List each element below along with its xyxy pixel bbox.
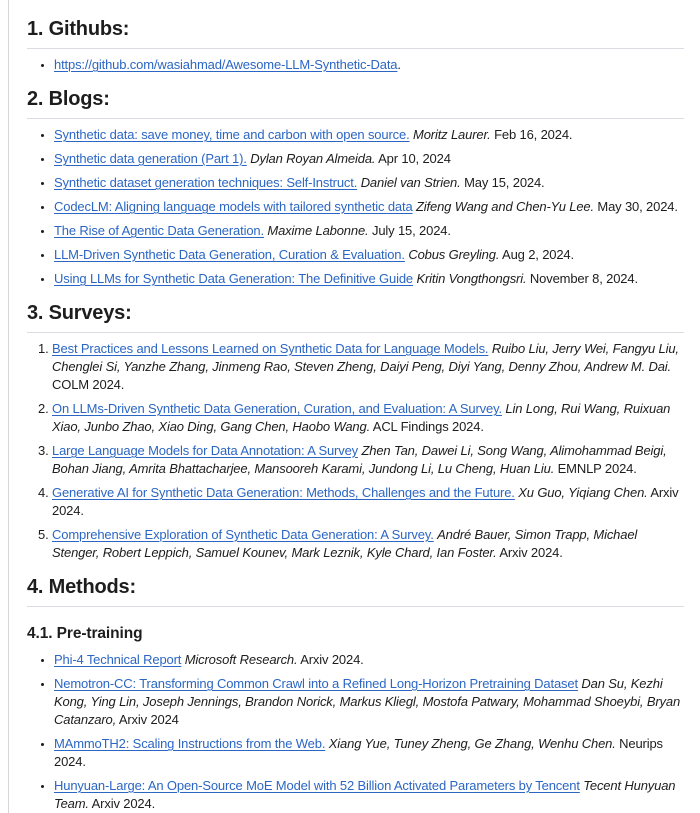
venue-date-text: Arxiv 2024.: [91, 796, 156, 811]
venue-date-text: Feb 16, 2024.: [494, 127, 573, 142]
venue-date-text: ACL Findings 2024.: [372, 419, 484, 434]
reference-item: [52, 442, 684, 478]
reference-item: [54, 246, 684, 264]
authors-text: Dan Su, Kezhi Kong, Ying Lin, Joseph Jennings, Brandon Norick, Markus Kliegl, Mostofa Patwary, Mohammad Shoeybi, Bryan Catanzaro,: [54, 676, 681, 727]
reference-link[interactable]: LLM-Driven Synthetic Data Generation, Curation & Evaluation.: [54, 247, 405, 262]
authors-text: Tecent Hunyuan Team.: [54, 778, 676, 811]
reference-link[interactable]: MAmmoTH2: Scaling Instructions from the Web.: [54, 736, 326, 751]
blogs-list: [27, 126, 684, 288]
reference-item: [54, 735, 684, 771]
section-methods: [27, 575, 684, 813]
reference-link[interactable]: Phi-4 Technical Report: [54, 652, 182, 667]
reference-item: [54, 222, 684, 240]
venue-date-text: Arxiv 2024.: [499, 545, 563, 560]
reference-link[interactable]: Nemotron-CC: Transforming Common Crawl into a Refined Long-Horizon Pretraining Dataset: [54, 676, 578, 691]
reference-link[interactable]: Synthetic data generation (Part 1).: [54, 151, 247, 166]
reference-item: [54, 675, 684, 729]
pretraining-list: [27, 651, 684, 813]
authors-text: Ruibo Liu, Jerry Wei, Fangyu Liu, Chenglei Si, Yanzhe Zhang, Jinmeng Rao, Steven Zheng, Daiyi Peng, Diyi Yang, Denny Zhou, Andrew M. Dai.: [52, 341, 679, 374]
reference-link[interactable]: On LLMs-Driven Synthetic Data Generation, Curation, and Evaluation: A Survey.: [52, 401, 502, 416]
article-content: [8, 0, 700, 813]
section-heading-surveys: 3. Surveys:: [27, 301, 684, 333]
authors-text: Moritz Laurer.: [413, 127, 491, 142]
authors-text: Zhen Tan, Dawei Li, Song Wang, Alimohammad Beigi, Bohan Jiang, Amrita Bhattacharjee, Mansooreh Karami, Jundong Li, Lu Cheng, Huan Liu.: [52, 443, 667, 476]
link-suffix-text: .: [397, 57, 401, 72]
venue-date-text: Aug 2, 2024.: [502, 247, 574, 262]
reference-link[interactable]: The Rise of Agentic Data Generation.: [54, 223, 264, 238]
venue-date-text: COLM 2024.: [52, 377, 125, 392]
section-heading-blogs: 2. Blogs:: [27, 87, 684, 119]
reference-link[interactable]: Comprehensive Exploration of Synthetic Data Generation: A Survey.: [52, 527, 434, 542]
authors-text: André Bauer, Simon Trapp, Michael Stenger, Robert Leppich, Samuel Kounev, Mark Leznik, Kyle Chard, Ian Foster.: [52, 527, 638, 560]
authors-text: Lin Long, Rui Wang, Ruixuan Xiao, Junbo Zhao, Xiao Ding, Gang Chen, Haobo Wang.: [52, 401, 671, 434]
reference-item: [54, 56, 684, 74]
authors-text: Kritin Vongthongsri.: [416, 271, 527, 286]
reference-link[interactable]: Synthetic dataset generation techniques: Self-Instruct.: [54, 175, 358, 190]
section-blogs: [27, 87, 684, 288]
reference-item: [52, 526, 684, 562]
authors-text: Xiang Yue, Tuney Zheng, Ge Zhang, Wenhu Chen.: [328, 736, 616, 751]
reference-item: [54, 198, 684, 216]
authors-text: Xu Guo, Yiqiang Chen.: [518, 485, 648, 500]
venue-date-text: Arxiv 2024.: [52, 485, 679, 518]
authors-text: Cobus Greyling.: [408, 247, 500, 262]
reference-item: [52, 484, 684, 520]
surveys-list: [27, 340, 684, 562]
venue-date-text: EMNLP 2024.: [557, 461, 637, 476]
section-surveys: [27, 301, 684, 562]
authors-text: Dylan Royan Almeida.: [250, 151, 376, 166]
reference-link[interactable]: Hunyuan-Large: An Open-Source MoE Model with 52 Billion Activated Parameters by Tencent: [54, 778, 580, 793]
authors-text: Daniel van Strien.: [360, 175, 461, 190]
reference-link[interactable]: Large Language Models for Data Annotation: A Survey: [52, 443, 359, 458]
reference-item: [54, 174, 684, 192]
venue-date-text: May 15, 2024.: [464, 175, 545, 190]
reference-item: [54, 126, 684, 144]
reference-link[interactable]: Generative AI for Synthetic Data Generation: Methods, Challenges and the Future.: [52, 485, 515, 500]
subsection-heading-pretraining: 4.1. Pre-training: [27, 625, 143, 642]
authors-text: Microsoft Research.: [184, 652, 298, 667]
reference-item: [54, 777, 684, 813]
venue-date-text: November 8, 2024.: [529, 271, 638, 286]
venue-date-text: Apr 10, 2024: [378, 151, 451, 166]
reference-link[interactable]: Best Practices and Lessons Learned on Synthetic Data for Language Models.: [52, 341, 489, 356]
authors-text: Zifeng Wang and Chen-Yu Lee.: [416, 199, 594, 214]
reference-item: [52, 400, 684, 436]
reference-link[interactable]: Using LLMs for Synthetic Data Generation: The Definitive Guide: [54, 271, 413, 286]
githubs-list: [27, 56, 684, 74]
section-githubs: [27, 17, 684, 74]
reference-item: [54, 270, 684, 288]
venue-date-text: Arxiv 2024.: [300, 652, 364, 667]
authors-text: Maxime Labonne.: [267, 223, 369, 238]
section-heading-githubs: 1. Githubs:: [27, 17, 684, 49]
reference-link[interactable]: https://github.com/wasiahmad/Awesome-LLM-Synthetic-Data: [54, 57, 398, 72]
reference-link[interactable]: Synthetic data: save money, time and carbon with open source.: [54, 127, 410, 142]
section-heading-methods: 4. Methods:: [27, 575, 684, 607]
venue-date-text: Arxiv 2024: [118, 712, 179, 727]
venue-date-text: Neurips 2024.: [54, 736, 663, 769]
reference-link[interactable]: CodecLM: Aligning language models with tailored synthetic data: [54, 199, 413, 214]
reference-item: [52, 340, 684, 394]
reference-item: [54, 150, 684, 168]
reference-item: [54, 651, 684, 669]
venue-date-text: July 15, 2024.: [371, 223, 451, 238]
venue-date-text: May 30, 2024.: [597, 199, 678, 214]
